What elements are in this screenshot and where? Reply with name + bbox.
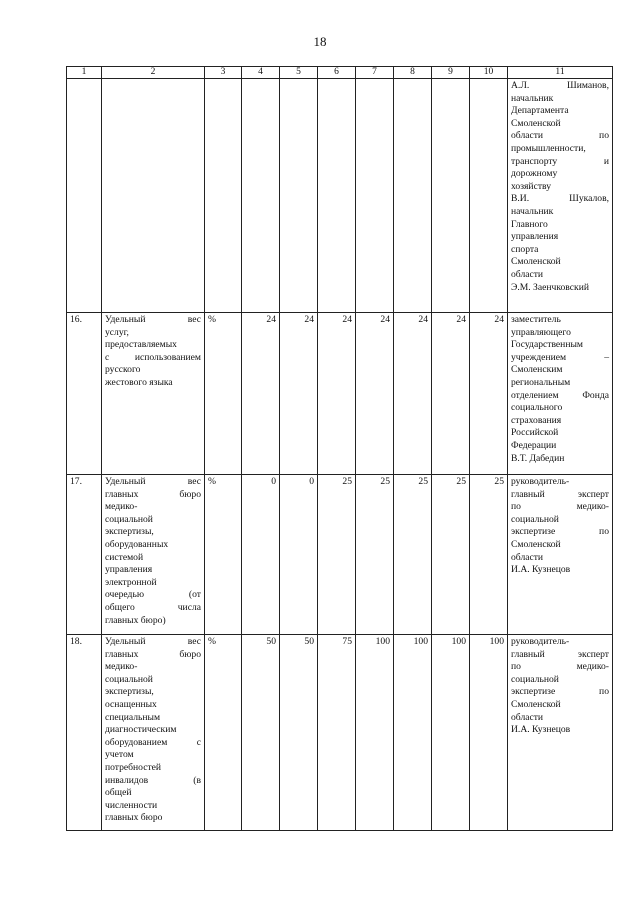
responsible-line: Смоленским [511, 364, 563, 376]
responsible-line: А.Л. Шиманов, [511, 80, 609, 91]
value-cell: 24 [432, 313, 470, 475]
responsible-line: руководитель- [511, 476, 570, 487]
indicator-name-line: экспертизы, [105, 686, 154, 698]
responsible-line: заместитель [511, 314, 561, 325]
responsible-line: дорожному [511, 168, 558, 180]
value-cell [356, 79, 394, 313]
value-cell: 24 [242, 313, 280, 475]
indicator-name-line: предоставляемых [105, 339, 177, 351]
indicator-name-line: очередью (от [105, 589, 201, 601]
responsible-line: руководитель- [511, 636, 570, 647]
value-cell: 50 [242, 635, 280, 831]
responsible-line: социальной [511, 673, 559, 685]
responsible-line: начальник [511, 205, 554, 217]
column-number: 3 [205, 67, 242, 79]
column-number: 5 [280, 67, 318, 79]
responsible-line: отделением Фонда [511, 389, 609, 401]
responsible-line: страхования [511, 414, 562, 426]
responsible-line: Смоленской [511, 256, 561, 268]
unit-cell: % [205, 635, 242, 831]
responsible-line: И.А. Кузнецов [511, 564, 571, 576]
column-number: 4 [242, 67, 280, 79]
responsible-line: по медико- [511, 501, 609, 513]
column-number: 9 [432, 67, 470, 79]
indicator-name-line: медико- [105, 501, 138, 513]
responsible-line: по медико- [511, 661, 609, 673]
indicator-name-line: медико- [105, 661, 138, 673]
value-cell: 24 [394, 313, 432, 475]
column-number: 6 [318, 67, 356, 79]
row-number [67, 79, 102, 313]
responsible-line: области [511, 551, 544, 563]
responsible-line: главный эксперт [511, 488, 609, 500]
column-number: 11 [508, 67, 613, 79]
indicator-name [102, 635, 205, 831]
indicators-table [66, 66, 613, 831]
value-cell [280, 79, 318, 313]
column-number: 2 [102, 67, 205, 79]
indicator-name-line: главных бюро [105, 812, 163, 824]
responsible-line: Федерации [511, 439, 557, 451]
value-cell [394, 79, 432, 313]
responsible-line: экспертизе по [511, 686, 609, 698]
responsible-line: социальной [511, 513, 559, 525]
value-cell: 0 [280, 475, 318, 635]
indicator-name-line: учетом [105, 749, 134, 761]
column-numbers-row [67, 67, 613, 79]
indicator-name-line: услуг, [105, 326, 129, 338]
indicator-name-line: Удельный вес [105, 636, 201, 647]
responsible-cell [508, 79, 613, 313]
unit-cell: % [205, 313, 242, 475]
indicator-name-line: социальной [105, 513, 153, 525]
indicator-name-line: главных бюро) [105, 614, 166, 626]
value-cell: 24 [318, 313, 356, 475]
indicator-name-line: оборудованных [105, 538, 169, 550]
value-cell [470, 79, 508, 313]
row-number: 18. [67, 635, 102, 831]
responsible-line: Главного [511, 218, 548, 230]
indicator-name [102, 79, 205, 313]
responsible-line: Российской [511, 427, 559, 439]
value-cell: 75 [318, 635, 356, 831]
responsible-line: Смоленской [511, 117, 561, 129]
responsible-line: главный эксперт [511, 648, 609, 660]
value-cell: 0 [242, 475, 280, 635]
value-cell: 25 [432, 475, 470, 635]
responsible-line: спорта [511, 243, 539, 255]
responsible-line: экспертизе по [511, 526, 609, 538]
indicator-name-line: социальной [105, 673, 153, 685]
responsible-line: И.А. Кузнецов [511, 724, 571, 736]
responsible-line: управления [511, 231, 559, 243]
table-row [67, 79, 613, 313]
responsible-cell [508, 635, 613, 831]
unit-cell: % [205, 475, 242, 635]
value-cell [432, 79, 470, 313]
indicator-name-line: оборудованием с [105, 736, 201, 748]
page-number: 18 [313, 34, 327, 49]
responsible-line: хозяйству [511, 180, 552, 192]
indicator-name-line: главных бюро [105, 488, 201, 500]
table-row [67, 635, 613, 831]
responsible-line: учреждением – [511, 351, 609, 363]
value-cell: 100 [432, 635, 470, 831]
indicator-name-line: общей [105, 787, 132, 799]
indicator-name-line: управления [105, 564, 153, 576]
value-cell: 25 [356, 475, 394, 635]
value-cell: 100 [470, 635, 508, 831]
indicator-name-line: главных бюро [105, 648, 201, 660]
value-cell: 25 [394, 475, 432, 635]
row-number: 16. [67, 313, 102, 475]
column-number: 1 [67, 67, 102, 79]
indicator-name-line: инвалидов (в [105, 774, 201, 786]
responsible-line: области [511, 711, 544, 723]
value-cell: 24 [470, 313, 508, 475]
responsible-line: области [511, 268, 544, 280]
responsible-line: В.Т. Дабедин [511, 452, 565, 464]
value-cell: 50 [280, 635, 318, 831]
responsible-cell [508, 313, 613, 475]
table-row [67, 475, 613, 635]
responsible-line: Смоленской [511, 538, 561, 550]
value-cell: 100 [394, 635, 432, 831]
responsible-line: области по [511, 130, 609, 142]
value-cell: 25 [318, 475, 356, 635]
indicator-name-line: русского [105, 364, 141, 376]
responsible-line: Э.М. Заенчковский [511, 281, 589, 293]
responsible-line: промышленности, [511, 142, 586, 154]
indicator-name-line: Удельный вес [105, 476, 201, 487]
indicator-name-line: численности [105, 799, 158, 811]
responsible-line: транспорту и [511, 155, 609, 167]
responsible-line: начальник [511, 92, 554, 104]
responsible-line: социального [511, 402, 563, 414]
responsible-cell [508, 475, 613, 635]
column-number: 8 [394, 67, 432, 79]
responsible-line: региональным [511, 376, 571, 388]
value-cell [242, 79, 280, 313]
responsible-line: В.И. Шукалов, [511, 193, 609, 205]
indicator-name-line: жестового языка [105, 376, 173, 388]
indicator-name-line: системой [105, 551, 144, 563]
indicator-name [102, 475, 205, 635]
value-cell: 25 [470, 475, 508, 635]
table-row [67, 313, 613, 475]
responsible-line: Государственным [511, 339, 583, 351]
responsible-line: управляющего [511, 326, 571, 338]
column-number: 10 [470, 67, 508, 79]
indicator-name-line: с использованием [105, 351, 201, 363]
value-cell: 24 [280, 313, 318, 475]
value-cell: 100 [356, 635, 394, 831]
row-number: 17. [67, 475, 102, 635]
indicator-name-line: диагностическим [105, 724, 177, 736]
value-cell [318, 79, 356, 313]
indicator-name-line: общего числа [105, 601, 201, 613]
indicator-name-line: оснащенных [105, 698, 157, 710]
indicator-name-line: экспертизы, [105, 526, 154, 538]
indicator-name-line: Удельный вес [105, 314, 201, 325]
responsible-line: Департамента [511, 105, 569, 117]
indicator-name-line: специальным [105, 711, 161, 723]
responsible-line: Смоленской [511, 698, 561, 710]
indicator-name [102, 313, 205, 475]
column-number: 7 [356, 67, 394, 79]
indicator-name-line: электронной [105, 576, 157, 588]
unit-cell [205, 79, 242, 313]
indicator-name-line: потребностей [105, 761, 162, 773]
value-cell: 24 [356, 313, 394, 475]
